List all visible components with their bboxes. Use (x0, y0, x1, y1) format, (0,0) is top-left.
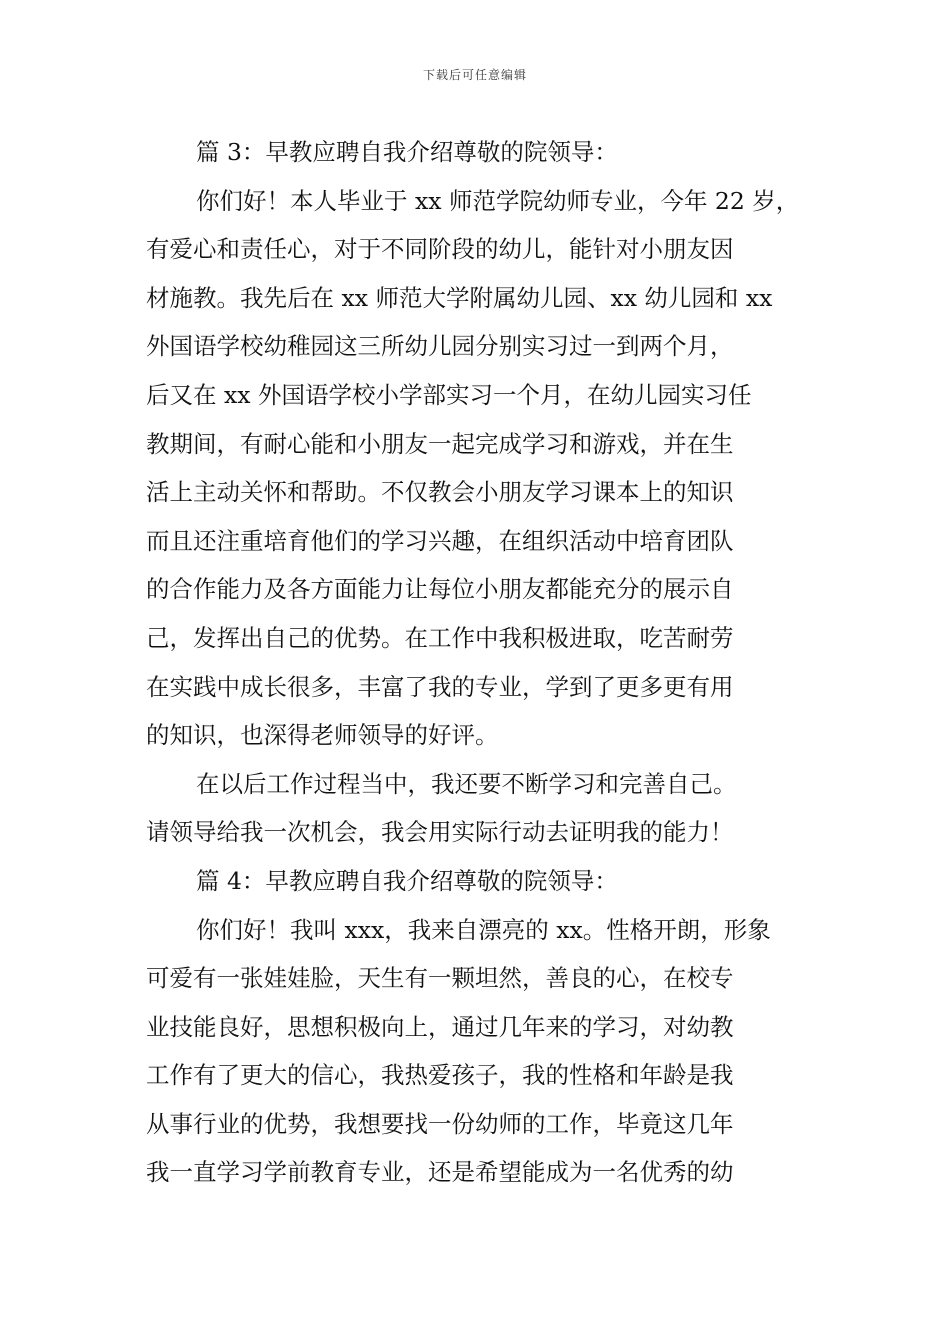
text-line: 篇 4：早教应聘自我介绍尊敬的院领导： (196, 866, 618, 895)
text-line: 请领导给我一次机会，我会用实际行动去证明我的能力！ (146, 818, 734, 847)
text-line: 你们好！我叫 xxx，我来自漂亮的 xx。性格开朗，形象 (196, 915, 771, 944)
text-line: 我一直学习学前教育专业，还是希望能成为一名优秀的幼 (146, 1158, 734, 1187)
text-line: 外国语学校幼稚园这三所幼儿园分别实习过一到两个月， (146, 332, 734, 361)
text-line: 在实践中成长很多，丰富了我的专业，学到了更多更有用 (146, 672, 734, 701)
text-line: 业技能良好，思想积极向上，通过几年来的学习，对幼教 (146, 1012, 734, 1041)
text-line: 工作有了更大的信心，我热爱孩子，我的性格和年龄是我 (146, 1061, 734, 1090)
text-line: 可爱有一张娃娃脸，天生有一颗坦然，善良的心，在校专 (146, 964, 734, 993)
text-line: 己，发挥出自己的优势。在工作中我积极进取，吃苦耐劳 (146, 623, 734, 652)
document-body (146, 128, 814, 1197)
text-line: 从事行业的优势，我想要找一份幼师的工作，毕竟这几年 (146, 1109, 734, 1138)
text-line: 你们好！本人毕业于 xx 师范学院幼师专业，今年 22 岁， (196, 186, 800, 215)
text-line: 后又在 xx 外国语学校小学部实习一个月，在幼儿园实习任 (146, 380, 752, 409)
text-line: 材施教。我先后在 xx 师范大学附属幼儿园、xx 幼儿园和 xx (146, 283, 773, 312)
text-line: 篇 3：早教应聘自我介绍尊敬的院领导： (196, 138, 618, 166)
text-line: 活上主动关怀和帮助。不仅教会小朋友学习课本上的知识 (146, 478, 734, 507)
text-line: 而且还注重培育他们的学习兴趣，在组织活动中培育团队 (146, 526, 734, 555)
text-line: 在以后工作过程当中，我还要不断学习和完善自己。 (196, 769, 737, 798)
text-line: 的知识，也深得老师领导的好评。 (146, 721, 499, 750)
header-note: 下载后可任意编辑 (422, 68, 527, 82)
text-line: 的合作能力及各方面能力让每位小朋友都能充分的展示自 (146, 575, 734, 604)
text-line: 有爱心和责任心，对于不同阶段的幼儿，能针对小朋友因 (146, 235, 734, 264)
text-line: 教期间，有耐心能和小朋友一起完成学习和游戏，并在生 (146, 429, 734, 458)
